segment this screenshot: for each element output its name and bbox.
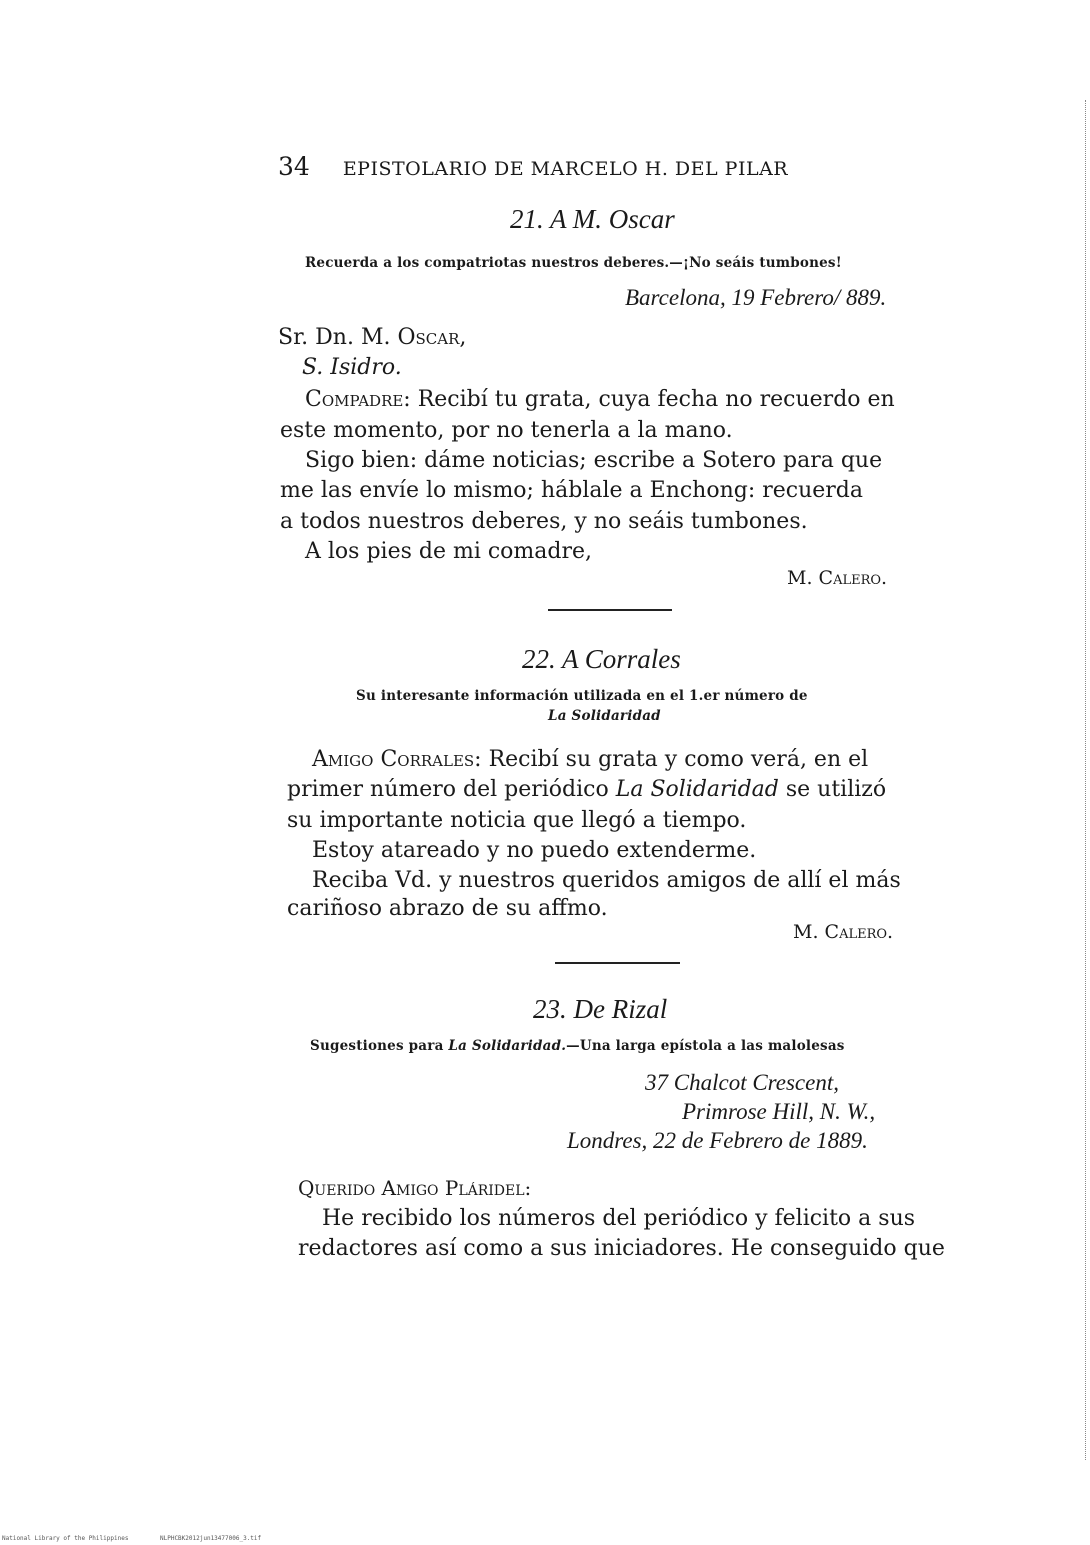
letter-22-line-2-b: se utilizó <box>778 777 887 802</box>
section-divider <box>555 962 680 964</box>
letter-21-salutation: Compadre: <box>305 387 411 412</box>
section-divider <box>548 609 672 611</box>
letter-22-line-1 <box>312 745 868 775</box>
letter-23-summary-b: —Una larga epístola a las malolesas <box>566 1038 845 1054</box>
letter-23-address-line-3: Londres, 22 de Febrero de 1889. <box>567 1128 868 1153</box>
page-number: 34 <box>278 152 310 181</box>
letter-23-line-1: He recibido los números del periódico y felicito a sus <box>322 1206 916 1231</box>
library-mark: National Library of the Philippines <box>2 1535 129 1542</box>
letter-22-salutation: Amigo Corrales: <box>312 747 482 772</box>
signature-name: Calero. <box>818 567 888 589</box>
letter-22-line-6: cariñoso abrazo de su affmo. <box>287 896 608 921</box>
signature-initial: M. <box>793 921 825 943</box>
letter-23-title: 23. De Rizal <box>533 994 668 1024</box>
letter-21-signature <box>787 567 887 589</box>
letter-22-line-3: su importante noticia que llegó a tiempo. <box>287 808 747 833</box>
running-header <box>278 152 858 181</box>
letter-22-summary-line-1: Su interesante información utilizada en el 1.er número de <box>356 688 808 704</box>
letter-23-salutation: Querido Amigo Pláridel: <box>298 1176 532 1200</box>
letter-22-line-1-text: Recibí su grata y como verá, en el <box>481 747 869 772</box>
letter-21-title: 21. A M. Oscar <box>510 204 675 234</box>
letter-21-line-5: a todos nuestros deberes, y no seáis tumbones. <box>280 509 808 534</box>
letter-21-addressee <box>278 323 466 353</box>
letter-22-title: 22. A Corrales <box>522 644 681 674</box>
letter-23-summary <box>310 1038 845 1054</box>
letter-21-summary: Recuerda a los compatriotas nuestros deberes.—¡No seáis tumbones! <box>305 255 842 271</box>
letter-23-address-line-2: Primrose Hill, N. W., <box>682 1099 876 1124</box>
letter-21-line-4: me las envíe lo mismo; háblale a Enchong: recuerda <box>280 478 864 503</box>
letter-22-signature <box>793 921 893 943</box>
letter-22-summary-line-2: La Solidaridad <box>548 708 661 724</box>
letter-23-summary-a: Sugestiones para <box>310 1038 449 1054</box>
letter-22-periodical: La Solidaridad <box>615 777 779 802</box>
letter-21-place-date: Barcelona, 19 Febrero/ 889. <box>625 285 887 310</box>
letter-21-line-3: Sigo bien: dáme noticias; escribe a Sotero para que <box>305 448 883 473</box>
letter-22-line-5: Reciba Vd. y nuestros queridos amigos de allí el más <box>312 868 901 893</box>
letter-22-line-4: Estoy atareado y no puedo extenderme. <box>312 838 757 863</box>
letter-22-line-2-a: primer número del periódico <box>287 777 616 802</box>
signature-name: Calero. <box>824 921 894 943</box>
letter-21-line-1 <box>305 385 895 415</box>
letter-23-line-2: redactores así como a sus iniciadores. He conseguido que <box>298 1236 945 1261</box>
letter-21-addressee-place: S. Isidro. <box>302 355 402 380</box>
letter-23-address-line-1: 37 Chalcot Crescent, <box>645 1070 839 1095</box>
addressee-prefix: Sr. Dn. M. <box>278 325 398 350</box>
letter-23-summary-periodical: La Solidaridad. <box>448 1038 567 1054</box>
signature-initial: M. <box>787 567 819 589</box>
letter-21-line-1-text: Recibí tu grata, cuya fecha no recuerdo en <box>410 387 895 412</box>
letter-22-line-2 <box>287 775 886 805</box>
running-title: EPISTOLARIO DE MARCELO H. DEL PILAR <box>342 158 789 180</box>
scan-edge <box>1084 100 1086 1460</box>
letter-21-line-2: este momento, por no tenerla a la mano. <box>280 418 733 443</box>
addressee-comma: , <box>459 325 467 350</box>
letter-21-line-6: A los pies de mi comadre, <box>305 539 593 564</box>
addressee-name: Oscar <box>397 325 460 350</box>
file-mark: NLPHCBK2012jun13477006_3.tif <box>160 1535 262 1542</box>
